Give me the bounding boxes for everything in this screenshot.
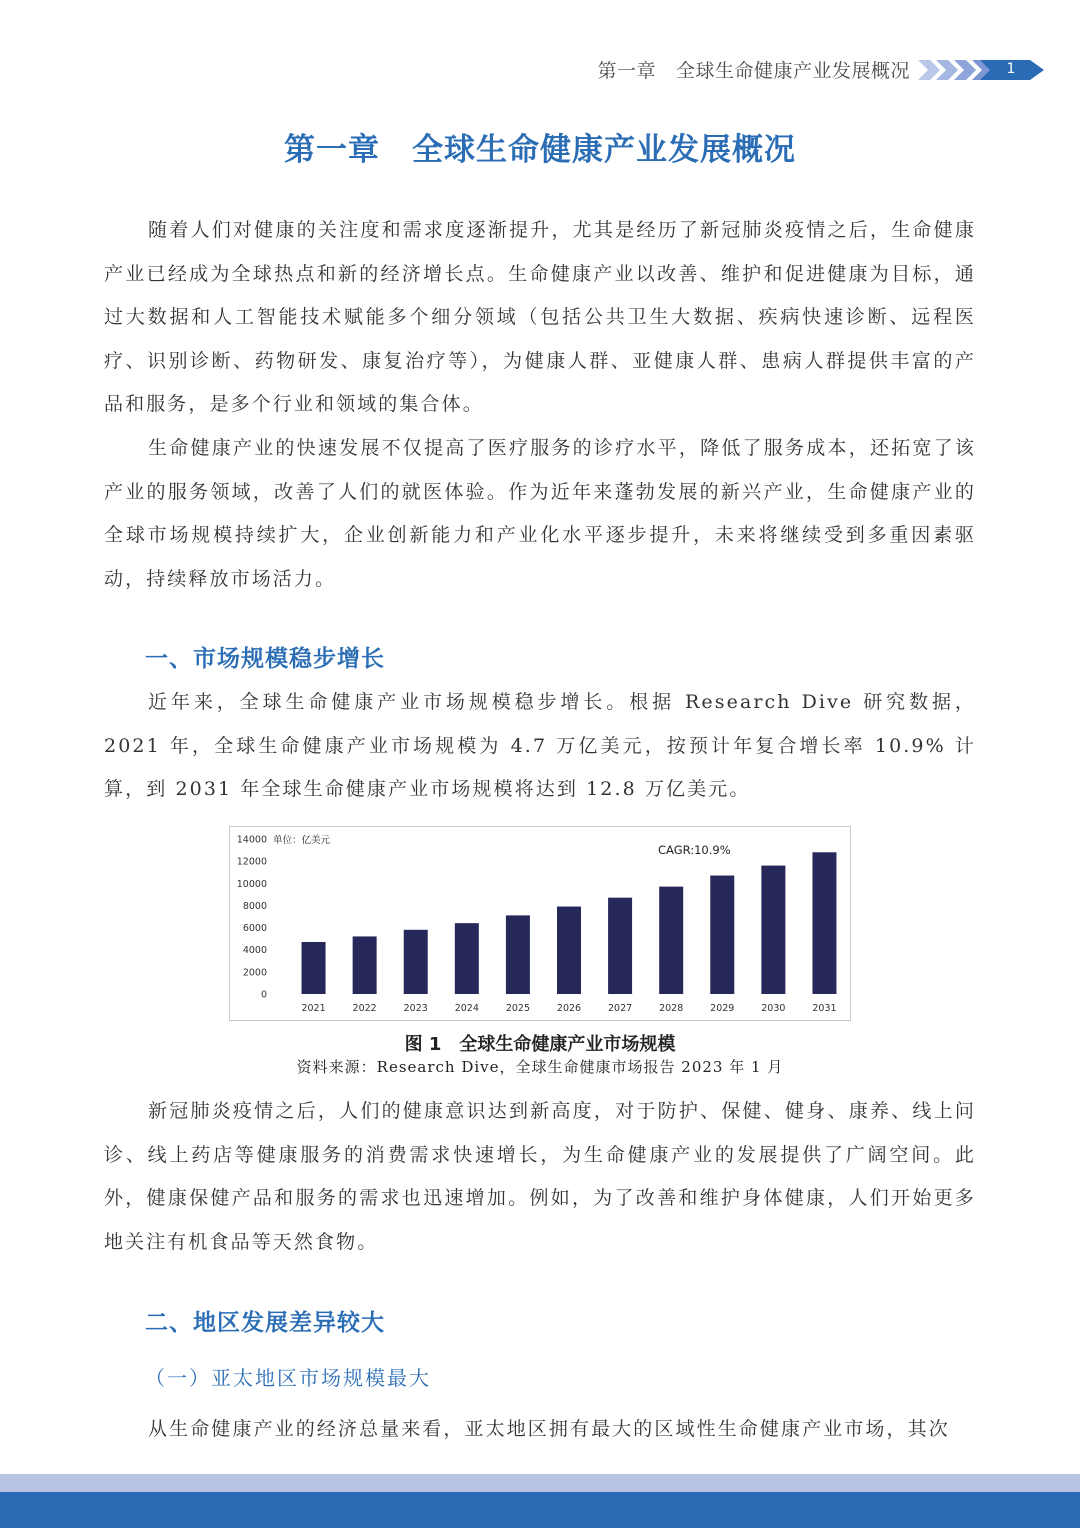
page-number: 1 [1006,61,1016,77]
bar-2028 [659,887,683,994]
header-chapter: 第一章 [597,60,656,82]
y-tick-label: 4000 [242,945,267,957]
y-tick-label: 12000 [236,856,267,868]
bar-2029 [710,876,734,994]
bar-2022 [353,936,377,994]
chart-unit-label: 单位：亿美元 [273,835,331,846]
bar-2023 [404,930,428,994]
bar-2027 [608,898,632,994]
header-arrow-1-icon [918,60,940,80]
y-tick-label: 6000 [242,923,267,935]
y-tick-label: 2000 [242,967,267,979]
market-size-chart [229,826,851,1021]
x-tick-label: 2024 [454,1003,479,1014]
running-header [597,56,910,83]
footer-band-light [0,1474,1080,1492]
x-tick-label: 2031 [812,1003,837,1014]
y-tick-label: 8000 [242,900,267,912]
bar-2024 [455,923,479,994]
header-title: 全球生命健康产业发展概况 [675,60,910,82]
x-tick-label: 2028 [659,1003,684,1014]
figure-label: 图 1 [404,1034,442,1055]
figure-caption [0,1030,1080,1056]
chapter-title-label: 第一章 [284,132,380,168]
bar-2025 [506,915,530,994]
footer-band-dark [0,1492,1080,1528]
figure-source: 资料来源：Research Dive，全球生命健康市场报告 2023 年 1 月 [296,1058,784,1076]
bar-2031 [812,852,836,994]
bar-2030 [761,866,785,994]
section2-heading: 二、地区发展差异较大 [145,1310,385,1336]
y-tick-label: 14000 [236,834,267,846]
header-arrows-icon [916,58,1046,82]
section1-paragraph-2: 新冠肺炎疫情之后，人们的健康意识达到新高度，对于防护、保健、健身、康养、线上问诊、线上药店等健康服务的消费需求快速增长，为生命健康产业的发展提供了广阔空间。此外，健康保健产品和服务的需求也迅速增加。例如，为了改善和维护身体健康，人们开始更多地关注有机食品等天然食物。 [104,1100,976,1253]
bar-2026 [557,907,581,994]
section1-paragraph-1: 近年来，全球生命健康产业市场规模稳步增长。根据 Research Dive 研究数据，2021 年，全球生命健康产业市场规模为 4.7 万亿美元，按预计年复合增长率 10.9% 计算，到 2031 年全球生命健康产业市场规模将达到 12.8 万亿美元。 [104,691,976,800]
market-size-chart-svg [230,827,849,1019]
x-tick-label: 2022 [352,1003,377,1014]
section2-subheading: （一）亚太地区市场规模最大 [145,1366,431,1390]
chapter-title [0,124,1080,169]
x-tick-label: 2029 [710,1003,735,1014]
chart-cagr-annotation: CAGR:10.9% [658,843,731,857]
x-tick-label: 2021 [301,1003,326,1014]
intro-paragraph-1: 随着人们对健康的关注度和需求度逐渐提升，尤其是经历了新冠肺炎疫情之后，生命健康产业已经成为全球热点和新的经济增长点。生命健康产业以改善、维护和促进健康为目标，通过大数据和人工智能技术赋能多个细分领域（包括公共卫生大数据、疾病快速诊断、远程医疗、识别诊断、药物研发、康复治疗等），为健康人群、亚健康人群、患病人群提供丰富的产品和服务，是多个行业和领域的集合体。 [104,219,976,415]
x-tick-label: 2023 [403,1003,428,1014]
x-tick-label: 2027 [607,1003,633,1014]
y-tick-label: 10000 [236,878,267,890]
x-tick-label: 2026 [556,1003,582,1014]
section1-heading: 一、市场规模稳步增长 [145,646,385,672]
y-tick-label: 0 [260,989,267,1001]
figure-title: 全球生命健康产业市场规模 [459,1034,676,1055]
x-tick-label: 2030 [761,1003,786,1014]
x-tick-label: 2025 [505,1003,531,1014]
chapter-title-text: 全球生命健康产业发展概况 [412,132,796,168]
bar-2021 [302,942,326,994]
section2-paragraph-1: 从生命健康产业的经济总量来看，亚太地区拥有最大的区域性生命健康产业市场，其次 [148,1418,950,1440]
intro-paragraph-2: 生命健康产业的快速发展不仅提高了医疗服务的诊疗水平，降低了服务成本，还拓宽了该产业的服务领域，改善了人们的就医体验。作为近年来蓬勃发展的新兴产业，生命健康产业的全球市场规模持续扩大，企业创新能力和产业化水平逐步提升，未来将继续受到多重因素驱动，持续释放市场活力。 [104,437,976,590]
